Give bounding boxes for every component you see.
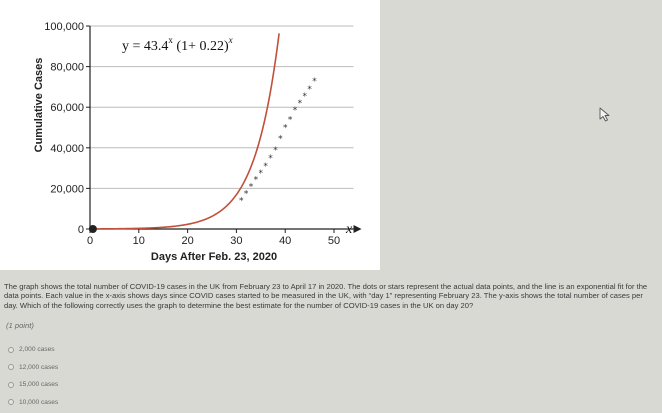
answer-option-a[interactable] [8,341,58,359]
x-tick-label: 30 [230,235,243,247]
data-point-star: * [297,99,303,110]
fit-equation: $y = 43.4^x$ $(1+ 0.22)^x$ [122,35,233,54]
x-tick-label: 10 [132,235,145,247]
answer-option-b[interactable] [8,359,58,377]
data-point-star: * [253,175,259,186]
x-axis-variable-label: x [346,222,353,237]
y-tick-label: 40,000 [50,142,84,155]
answer-options [8,341,58,411]
y-axis-title: Cumulative Cases [33,57,45,153]
x-axis-title: Days After Feb. 23, 2020 [150,251,278,263]
data-point-star: * [307,84,312,95]
x-tick-label: 20 [181,235,194,247]
mouse-cursor-icon [598,107,612,123]
y-tick-label: 20,000 [50,183,84,196]
y-tick-label: 80,000 [50,61,84,74]
data-point-star: * [268,153,273,164]
data-point-star: * [282,123,288,134]
x-tick-label: 50 [327,235,341,247]
radio-button[interactable] [8,347,14,353]
data-point-star: * [292,106,298,117]
radio-button[interactable] [8,382,14,388]
data-point-star: * [287,115,293,126]
radio-button[interactable] [8,399,14,405]
radio-button[interactable] [8,364,14,370]
answer-option-label: 15,000 cases [19,381,59,389]
y-tick-label: 60,000 [50,102,84,115]
data-point-star: * [258,169,264,180]
data-point-star: * [248,182,254,193]
points-label: (1 point) [6,321,34,330]
y-tick-label: 0 [77,224,84,236]
question-text [4,282,658,310]
data-point-star: * [312,76,317,87]
data-point-star: * [302,92,307,103]
data-point-star: * [243,189,249,200]
answer-option-c[interactable] [8,376,58,394]
x-tick-label: 40 [279,235,292,247]
x-tick-label: 0 [86,235,94,247]
question-paragraph: The graph shows the total number of COVID-19 cases in the UK from February 23 to April 17 in 2020. The dots or stars represent the actual data points, and the line is an exponential fit for the data points. Each value in the x-axis shows days since COVID cases started to be measured in the UK, with “day 1” representing February 23. The y-axis shows the total number of cases per day. Which of the following correctly uses the graph to determine the best estimate for the number of COVID-19 cases in the UK on day 20? [4,282,648,310]
data-point-star: * [278,134,283,145]
data-point-star: * [273,145,278,156]
answer-option-label: 2,000 cases [19,346,55,354]
answer-option-label: 12,000 cases [19,363,59,371]
answer-option-label: 10,000 cases [19,398,59,406]
data-point-star: * [263,162,268,173]
data-point-star: * [239,196,244,207]
y-tick-label: 100,000 [44,21,84,33]
answer-option-d[interactable] [8,394,58,412]
